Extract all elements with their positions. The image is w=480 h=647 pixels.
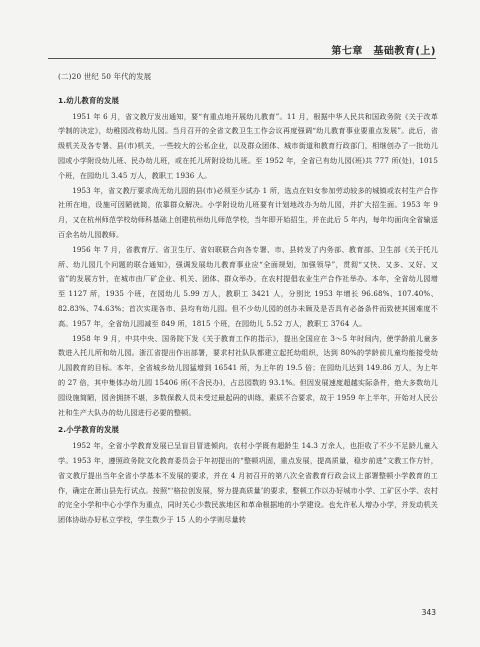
subsection-title: 1.幼儿教育的发展 (58, 95, 120, 105)
header-rule (48, 58, 436, 59)
paragraph: 1956 年 7 月，省教育厅、省卫生厅、省妇联联合向各专署、市、县转发了内务部、教育部、卫生部《关于托儿所、幼儿园几个问题的联合通知》，强调发展幼儿教育事业应“全面规划，加强领导”，贯彻“又快、又多、又好、又省”的发展方针，在城市由厂矿企业、机关、团体、群众举办，在农村提倡农业生产合作社举办。本年，全省幼儿园增至 1127 所，1935 个班，在园幼儿 5.99 万人，教职工 3421 人，分别比 1953 年增长 96.68%、107.40%、82.83%、74.63%；首次实现各市、县均有幼儿园。但不少幼儿园的创办未顾及是否具有必备条件而致使其困难度不高。1957 年，全省幼儿园减至 849 所，1815 个班，在园幼儿 5.52 万人，教职工 3764 人。 (58, 244, 438, 328)
paragraph: 1952 年，全省小学教育发展已呈盲目冒进倾向，农村小学既有超龄生 14.3 万余人，也拒收了不少不足龄儿童入学。1953 年，遵照政务院文化教育委员会于年初提出的“整顿巩固，重点发展，提高质量，稳步前进”文教工作方针，省文教厅提出当年全省小学基本不发展的要求，并在 4 月初召开的第八次全省教育行政会议上部署整顿小学教育的工作，确定在萧山县先行试点。按照“‘格拉创发展，努力提高质量’的要求，整顿工作以办好城市小学、工矿区小学、农村的完全小学和中心小学作为重点，同时关心少数民族地区和革命根据地的小学建设。也允许私人增办小学，并发动机关团体协助办好私立学校，学生数少于 15 人的小学则尽量转 (58, 441, 438, 525)
subsection-primary-school (58, 423, 438, 528)
subsection-kindergarten (58, 94, 438, 421)
paragraph: 1958 年 9 月，中共中央、国务院下发《关于教育工作的指示》，提出全国应在 3～5 年时间内，使学龄前儿童多数进入托儿所和幼儿园。浙江省提出作出部署，要求村社队队都建立起托幼组织，达到 80%的学龄前儿童均能接受幼儿园教育的目标。本年，全省城乡幼儿园猛增到 16541 所，为上年的 19.5 倍；在园幼儿达到 149.86 万人，为上年的 27 倍，其中集体办幼儿园 15406 所(不含民办)，占总园数的 93.1%。但因发展速度超越实际条件，绝大多数幼儿园设施简陋，园舍拥挤不堪，多数保教人员未受过最起码的训练，素质不合要求，故于 1959 年上半年，开始对人民公社和生产大队办的幼儿园进行必要的整顿。 (58, 333, 438, 417)
page-number: 343 (421, 608, 436, 617)
subsection-title: 2.小学教育的发展 (58, 425, 120, 435)
section-title: (二)20 世纪 50 年代的发展 (58, 72, 152, 81)
paragraph: 1951 年 6 月，省文教厅发出通知，要“有重点地开展幼儿教育”。11 月，根据中华人民共和国政务院《关于改革学制的决定》，幼稚园改称幼儿园。当月召开的全省文教卫生工作会议再度强调“幼儿教育事业要重点发展”。此后，省级机关及各专署、县(市)机关，一些较大的公私企业，以及群众团体、城市街道和教育行政部门，相继创办了一批幼儿园或小学附设幼儿班、民办幼儿班，或在托儿所附设幼儿班。至 1952 年，全省已有幼儿园(班)共 777 所(处)，1015 个班，在园幼儿 3.45 万人，教职工 1936 人。 (58, 111, 438, 180)
running-head: 第七章 基础教育(上) (331, 46, 436, 57)
body-text (58, 70, 438, 528)
paragraph: 1953 年，省文教厅要求尚无幼儿园的县(市)必须至少试办 1 所，选点在妇女参加劳动较多的城镇或农村生产合作社所在地，设施可因陋就简，依靠群众解决。小学附设幼儿班要有计划地改办为幼儿园，并扩大招生面。1953 年 9 月，又在杭州师范学校幼师科基础上创建杭州幼儿师范学校，当年即开始招生，并在此后 5 年内，每年均面向全省输送百余名幼儿园教师。 (58, 185, 438, 239)
